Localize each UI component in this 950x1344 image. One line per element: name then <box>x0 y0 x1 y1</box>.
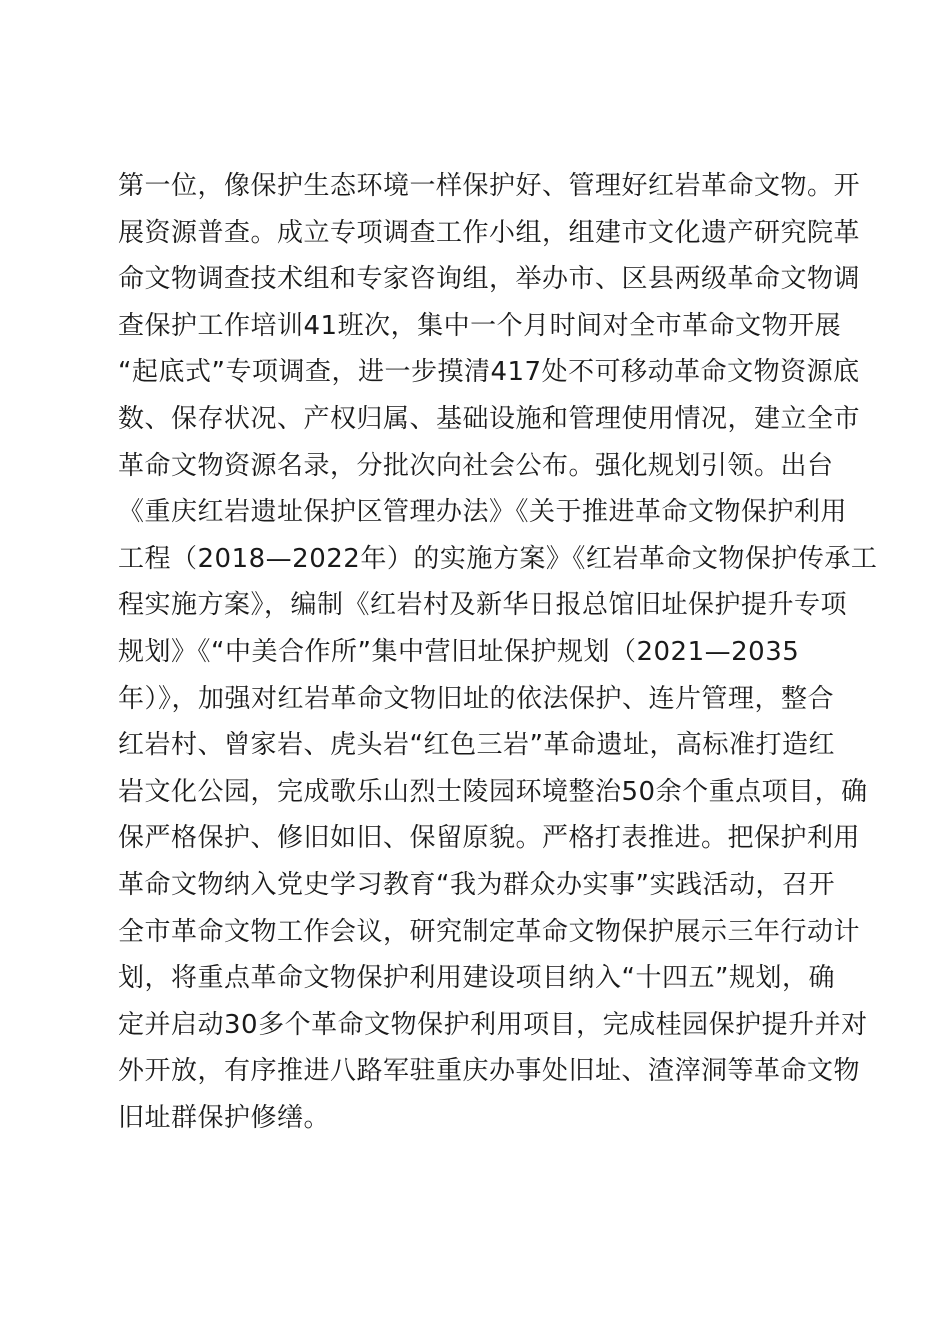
paragraph-line: 数、保存状况、产权归属、基础设施和管理使用情况，建立全市 <box>118 403 861 434</box>
paragraph-line: 革命文物资源名录，分批次向社会公布。强化规划引领。出台 <box>118 450 834 481</box>
paragraph-line: “起底式”专项调查，进一步摸清417处不可移动革命文物资源底 <box>118 357 860 388</box>
paragraph-line: 旧址群保护修缮。 <box>118 1102 331 1133</box>
paragraph-line: 革命文物纳入党史学习教育“我为群众办实事”实践活动，召开 <box>118 869 835 900</box>
paragraph-line: 展资源普查。成立专项调查工作小组，组建市文化遗产研究院革 <box>118 217 861 248</box>
paragraph-line: 第一位，像保护生态环境一样保护好、管理好红岩革命文物。开 <box>118 171 861 201</box>
paragraph-line: 《重庆红岩遗址保护区管理办法》《关于推进革命文物保护利用 <box>118 497 848 528</box>
paragraph-line: 全市革命文物工作会议，研究制定革命文物保护展示三年行动计 <box>118 916 861 947</box>
paragraph-line: 红岩村、曾家岩、虎头岩“红色三岩”革命遗址，高标准打造红 <box>118 730 835 761</box>
paragraph-line: 规划》《“中美合作所”集中营旧址保护规划（2021—2035 <box>118 636 800 667</box>
paragraph-line: 程实施方案》，编制《红岩村及新华日报总馆旧址保护提升专项 <box>118 590 848 621</box>
paragraph-line: 划，将重点革命文物保护利用建设项目纳入“十四五”规划，确 <box>118 963 835 994</box>
paragraph-line: 外开放，有序推进八路军驻重庆办事处旧址、渣滓洞等革命文物 <box>118 1056 861 1087</box>
paragraph-line: 定并启动30多个革命文物保护利用项目，完成桂园保护提升并对 <box>118 1009 868 1040</box>
paragraph-line: 查保护工作培训41班次，集中一个月时间对全市革命文物开展 <box>118 310 842 341</box>
paragraph-line: 岩文化公园，完成歌乐山烈士陵园环境整治50余个重点项目，确 <box>118 776 868 807</box>
paragraph-line: 年）》，加强对红岩革命文物旧址的依法保护、连片管理，整合 <box>118 683 835 714</box>
paragraph-line: 保严格保护、修旧如旧、保留原貌。严格打表推进。把保护利用 <box>118 823 861 854</box>
paragraph-line: 命文物调查技术组和专家咨询组，举办市、区县两级革命文物调 <box>118 264 861 295</box>
body-paragraph <box>118 163 878 1141</box>
paragraph-line: 工程（2018—2022年）的实施方案》《红岩革命文物保护传承工 <box>118 543 878 574</box>
